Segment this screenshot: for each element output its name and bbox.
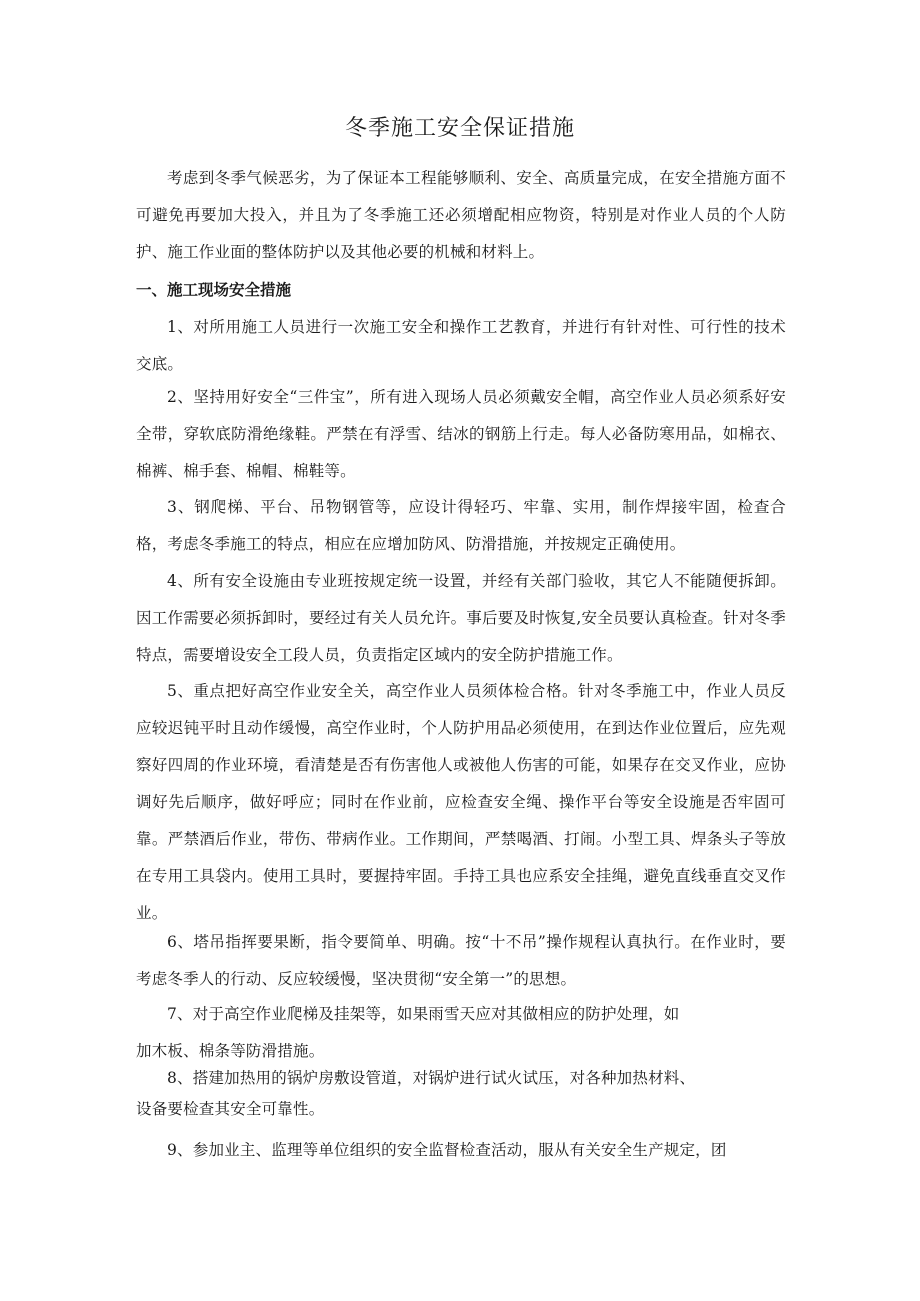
list-item-line: 加木板、棉条等防滑措施。 — [136, 1042, 325, 1060]
list-item-line: 8、搭建加热用的锅炉房敷设管道，对锅炉进行试火试压，对各种加热材料、 — [167, 1069, 696, 1087]
list-item-line: 7、对于高空作业爬梯及挂架等，如果雨雪天应对其做相应的防护处理，如 — [167, 1005, 680, 1023]
list-item: 3、钢爬梯、平台、吊物钢管等，应设计得轻巧、牢靠、实用，制作焊接牢固，检查合格，考虑冬季施工的特点，相应在应增加防风、防滑措施，并按规定正确使用。 — [136, 498, 786, 553]
list-item: 6、塔吊指挥要果断，指令要简单、明确。按“十不吊”操作规程认真执行。在作业时，要考虑冬季人的行动、反应较缓慢，坚决贯彻“安全第一”的思想。 — [136, 933, 786, 988]
list-item: 1、对所用施工人员进行一次施工安全和操作工艺教育，并进行有针对性、可行性的技术交底。 — [136, 318, 786, 373]
section-heading: 一、施工现场安全措施 — [136, 281, 292, 299]
list-item: 2、坚持用好安全“三件宝”，所有进入现场人员必须戴安全帽，高空作业人员必须系好安全带，穿软底防滑绝缘鞋。严禁在有浮雪、结冰的钢筋上行走。每人必备防寒用品，如棉衣、棉裤、棉手套、棉帽、棉鞋等。 — [136, 388, 786, 480]
list-item: 5、重点把好高空作业安全关，高空作业人员须体检合格。针对冬季施工中，作业人员反应较迟钝平时且动作缓慢，高空作业时，个人防护用品必须使用，在到达作业位置后，应先观察好四周的作业环境，看清楚是否有伤害他人或被他人伤害的可能，如果存在交叉作业，应协调好先后顺序，做好呼应；同时在作业前，应检查安全绳、操作平台等安全设施是否牢固可靠。严禁酒后作业，带伤、带病作业。工作期间，严禁喝酒、打闹。小型工具、焊条头子等放在专用工具袋内。使用工具时，要握持牢固。手持工具也应系安全挂绳，避免直线垂直交叉作业。 — [136, 682, 786, 922]
list-item-line: 9、参加业主、监理等单位组织的安全监督检查活动，服从有关安全生产规定，团 — [167, 1141, 727, 1159]
list-item-line: 设备要检查其安全可靠性。 — [136, 1100, 325, 1118]
document-title: 冬季施工安全保证措施 — [344, 116, 575, 141]
list-item: 4、所有安全设施由专业班按规定统一设置，并经有关部门验收，其它人不能随便拆卸。因工作需要必须拆卸时，要经过有关人员允许。事后要及时恢复,安全员要认真检查。针对冬季特点，需要增设安全工段人员，负责指定区域内的安全防护措施工作。 — [136, 572, 786, 664]
intro-paragraph: 考虑到冬季气候恶劣，为了保证本工程能够顺利、安全、高质量完成，在安全措施方面不可避免再要加大投入，并且为了冬季施工还必须增配相应物资，特别是对作业人员的个人防护、施工作业面的整体防护以及其他必要的机械和材料上。 — [136, 169, 786, 261]
